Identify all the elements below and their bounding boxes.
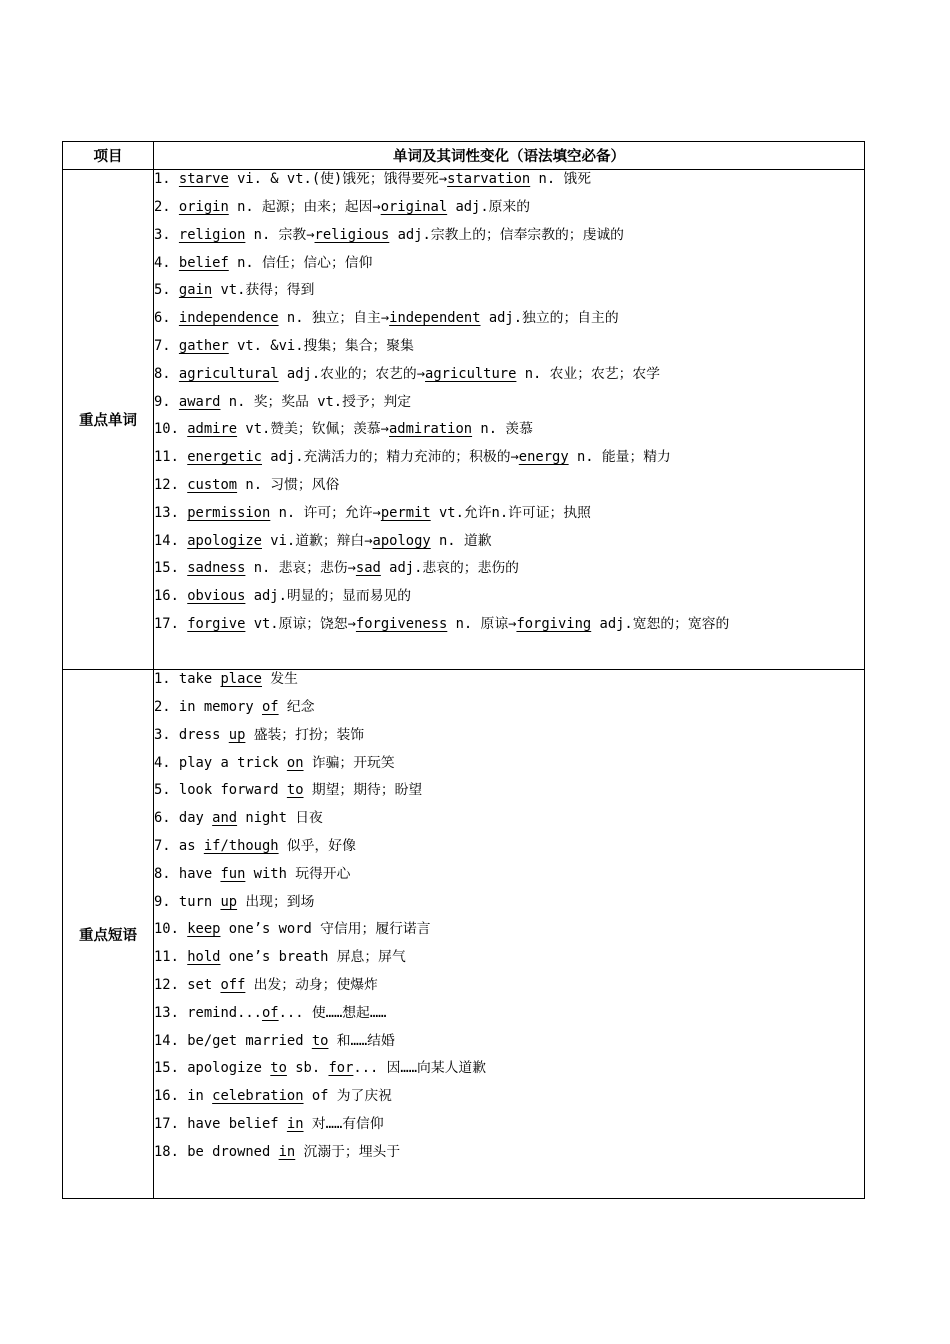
answer-blank: gain <box>178 282 213 299</box>
answer-blank: admiration <box>389 421 473 438</box>
answer-blank: keep <box>187 921 221 938</box>
entry-text: vi. & vt.(使)饿死；饿得要死→ <box>228 171 448 187</box>
entry-text: 14. <box>154 532 188 549</box>
entry-text: 2. <box>154 199 179 215</box>
entry-text: 沉溺于；埋头于 <box>295 1143 401 1160</box>
entry-text: 12. set <box>154 976 221 993</box>
word-entry <box>154 583 864 611</box>
answer-blank: place <box>220 671 262 687</box>
answer-blank: for <box>328 1060 354 1077</box>
phrase-entry <box>154 1111 864 1139</box>
word-entry <box>154 170 864 194</box>
entry-text: 8. have <box>154 865 221 882</box>
entry-text: 13. remind... <box>154 1004 262 1021</box>
phrase-entry <box>154 1083 864 1111</box>
entry-text: 16. <box>154 588 188 605</box>
answer-blank: to <box>286 782 304 799</box>
entry-text: 盛装；打扮；装饰 <box>245 726 365 743</box>
entry-text: vt. &vi.搜集；集合；聚集 <box>228 337 414 354</box>
answer-blank: fun <box>220 865 246 882</box>
entry-text: 5. look forward <box>154 782 287 799</box>
section-key-phrases <box>63 670 865 1199</box>
phrase-entry <box>154 944 864 972</box>
answer-blank: sad <box>355 560 381 577</box>
answer-blank: hold <box>187 949 221 966</box>
answer-blank: custom <box>187 476 238 493</box>
entry-text: n. 能量；精力 <box>568 449 671 466</box>
entry-text: 似乎，好像 <box>278 837 356 854</box>
entry-text: n. 奖；奖品 vt.授予；判定 <box>220 393 412 410</box>
entry-text: 对……有信仰 <box>303 1115 384 1132</box>
entry-text: 出现；到场 <box>237 893 315 910</box>
entry-text: 3. <box>154 226 179 243</box>
answer-blank: of <box>261 699 279 715</box>
answer-blank: in <box>278 1143 296 1160</box>
answer-blank: agricultural <box>178 365 279 382</box>
answer-blank: original <box>380 199 448 215</box>
phrase-entry <box>154 889 864 917</box>
answer-blank: of <box>261 1004 279 1021</box>
answer-blank: up <box>220 893 238 910</box>
entry-text: adj.充满活力的；精力充沛的；积极的→ <box>262 449 519 466</box>
answer-blank: admire <box>187 421 238 438</box>
phrase-entry <box>154 916 864 944</box>
entry-text: vt.原谅；饶恕→ <box>245 615 356 632</box>
section-content-words <box>154 170 865 670</box>
answer-blank: to <box>270 1060 287 1077</box>
entry-text: one’s breath 屏息；屏气 <box>220 949 406 966</box>
section-label-words: 重点单词 <box>63 170 154 670</box>
entry-text: 10. <box>154 921 188 938</box>
phrase-entry <box>154 777 864 805</box>
word-entry <box>154 277 864 305</box>
entry-text: 13. <box>154 504 188 521</box>
entry-text: 9. <box>154 393 179 410</box>
entry-text: n. 宗教→ <box>245 226 315 243</box>
entry-text: one’s word 守信用；履行诺言 <box>220 921 431 938</box>
answer-blank: if/though <box>203 837 279 854</box>
section-label-phrases: 重点短语 <box>63 670 154 1199</box>
phrase-entry <box>154 1055 864 1083</box>
answer-blank: starve <box>178 171 229 187</box>
phrase-entry <box>154 694 864 722</box>
entry-text: n. 信任；信心；信仰 <box>228 254 373 271</box>
entry-text: of 为了庆祝 <box>303 1088 392 1105</box>
entry-text: 15. apologize <box>154 1060 271 1077</box>
answer-blank: apologize <box>187 532 262 549</box>
entry-text: vi.道歉；辩白→ <box>262 532 373 549</box>
vocab-table <box>62 141 865 1199</box>
entry-text: 4. <box>154 254 179 271</box>
entry-text: n. 道歉 <box>430 532 492 549</box>
answer-blank: sadness <box>187 560 246 577</box>
entry-text: adj.独立的；自主的 <box>480 310 619 327</box>
entry-text: n. 悲哀；悲伤→ <box>245 560 356 577</box>
entry-text: 7. as <box>154 837 204 854</box>
entry-text: adj.宽恕的；宽容的 <box>591 615 730 632</box>
phrase-entry <box>154 861 864 889</box>
entry-text: adj.明显的；显而易见的 <box>245 588 412 605</box>
entry-text: 18. be drowned <box>154 1143 279 1160</box>
phrase-entry <box>154 750 864 778</box>
entry-text: 发生 <box>262 671 298 687</box>
entry-text: sb. <box>286 1060 329 1077</box>
entry-text: 10. <box>154 421 188 438</box>
answer-blank: independence <box>178 310 279 327</box>
answer-blank: religion <box>178 226 246 243</box>
entry-text: 6. <box>154 310 179 327</box>
word-entry <box>154 250 864 278</box>
word-list <box>154 170 864 639</box>
entry-text: 11. <box>154 949 188 966</box>
entry-text: 16. in <box>154 1088 213 1105</box>
answer-blank: forgiveness <box>355 615 448 632</box>
word-entry <box>154 611 864 639</box>
answer-blank: forgiving <box>516 615 592 632</box>
entry-text: adj.农业的；农艺的→ <box>278 365 426 382</box>
entry-text: vt.允许n.许可证；执照 <box>430 504 591 521</box>
answer-blank: permission <box>187 504 271 521</box>
word-entry <box>154 389 864 417</box>
phrase-entry <box>154 972 864 1000</box>
answer-blank: energetic <box>187 449 262 466</box>
entry-text: adj.悲哀的；悲伤的 <box>380 560 519 577</box>
header-row <box>63 142 865 170</box>
phrase-entry <box>154 722 864 750</box>
section-key-words <box>63 170 865 670</box>
entry-text: n. 农业；农艺；农学 <box>516 365 661 382</box>
answer-blank: energy <box>518 449 569 466</box>
answer-blank: religious <box>314 226 390 243</box>
entry-text: 7. <box>154 337 179 354</box>
answer-blank: to <box>311 1032 329 1049</box>
answer-blank: celebration <box>212 1088 304 1105</box>
entry-text: night 日夜 <box>237 810 323 827</box>
entry-text: n. 饿死 <box>530 171 592 187</box>
entry-text: 9. turn <box>154 893 221 910</box>
entry-text: 诈骗；开玩笑 <box>303 754 395 771</box>
answer-blank: and <box>212 810 238 827</box>
word-entry <box>154 416 864 444</box>
entry-text: 4. play a trick <box>154 754 287 771</box>
entry-text: n. 许可；允许→ <box>270 504 381 521</box>
header-item: 项目 <box>63 142 154 170</box>
answer-blank: on <box>286 754 304 771</box>
entry-text: 6. day <box>154 810 213 827</box>
answer-blank: belief <box>178 254 229 271</box>
entry-text: 17. have belief <box>154 1115 287 1132</box>
entry-text: 和……结婚 <box>328 1032 395 1049</box>
word-entry <box>154 194 864 222</box>
entry-text: 出发；动身；使爆炸 <box>245 976 378 993</box>
answer-blank: agriculture <box>425 365 517 382</box>
entry-text: vt.获得；得到 <box>212 282 315 299</box>
answer-blank: up <box>228 726 246 743</box>
phrase-entry <box>154 1000 864 1028</box>
answer-blank: permit <box>380 504 431 521</box>
entry-text: 11. <box>154 449 188 466</box>
word-entry <box>154 555 864 583</box>
entry-text: n. 羡慕 <box>472 421 533 438</box>
entry-text: 纪念 <box>278 699 315 715</box>
entry-text: 8. <box>154 365 179 382</box>
word-entry <box>154 528 864 556</box>
phrase-entry <box>154 833 864 861</box>
entry-text: n. 独立；自主→ <box>278 310 390 327</box>
answer-blank: award <box>178 393 221 410</box>
phrase-entry <box>154 1139 864 1167</box>
entry-text: 3. dress <box>154 726 229 743</box>
entry-text: ... 使……想起…… <box>278 1004 387 1021</box>
answer-blank: forgive <box>187 615 246 632</box>
phrase-list <box>154 670 864 1167</box>
answer-blank: in <box>286 1115 304 1132</box>
answer-blank: independent <box>389 310 481 327</box>
entry-text: with 玩得开心 <box>245 865 351 882</box>
entry-text: n. 原谅→ <box>447 615 517 632</box>
phrase-entry <box>154 670 864 694</box>
entry-text: 期望；期待；盼望 <box>303 782 423 799</box>
word-entry <box>154 222 864 250</box>
entry-text: n. 起源；由来；起因→ <box>228 199 381 215</box>
entry-text: adj.宗教上的；信奉宗教的；虔诚的 <box>389 226 624 243</box>
entry-text: adj.原来的 <box>447 199 531 215</box>
phrase-entry <box>154 805 864 833</box>
word-entry <box>154 361 864 389</box>
answer-blank: origin <box>178 199 229 215</box>
answer-blank: gather <box>178 337 229 354</box>
entry-text: 12. <box>154 476 188 493</box>
answer-blank: obvious <box>187 588 246 605</box>
word-entry <box>154 444 864 472</box>
entry-text: n. 习惯；风俗 <box>237 476 340 493</box>
entry-text: 1. <box>154 171 179 187</box>
answer-blank: starvation <box>447 171 531 187</box>
answer-blank: off <box>220 976 246 993</box>
entry-text: 5. <box>154 282 179 299</box>
word-entry <box>154 472 864 500</box>
entry-text: vt.赞美；钦佩；羡慕→ <box>237 421 389 438</box>
word-entry <box>154 333 864 361</box>
word-entry <box>154 500 864 528</box>
entry-text: 2. in memory <box>154 699 262 715</box>
section-content-phrases <box>154 670 865 1199</box>
entry-text: 15. <box>154 560 188 577</box>
entry-text: ... 因……向某人道歉 <box>353 1060 487 1077</box>
entry-text: 1. take <box>154 671 221 687</box>
entry-text: 17. <box>154 615 188 632</box>
word-entry <box>154 305 864 333</box>
entry-text: 14. be/get married <box>154 1032 312 1049</box>
answer-blank: apology <box>372 532 431 549</box>
header-words-forms: 单词及其词性变化（语法填空必备） <box>154 142 865 170</box>
phrase-entry <box>154 1028 864 1056</box>
